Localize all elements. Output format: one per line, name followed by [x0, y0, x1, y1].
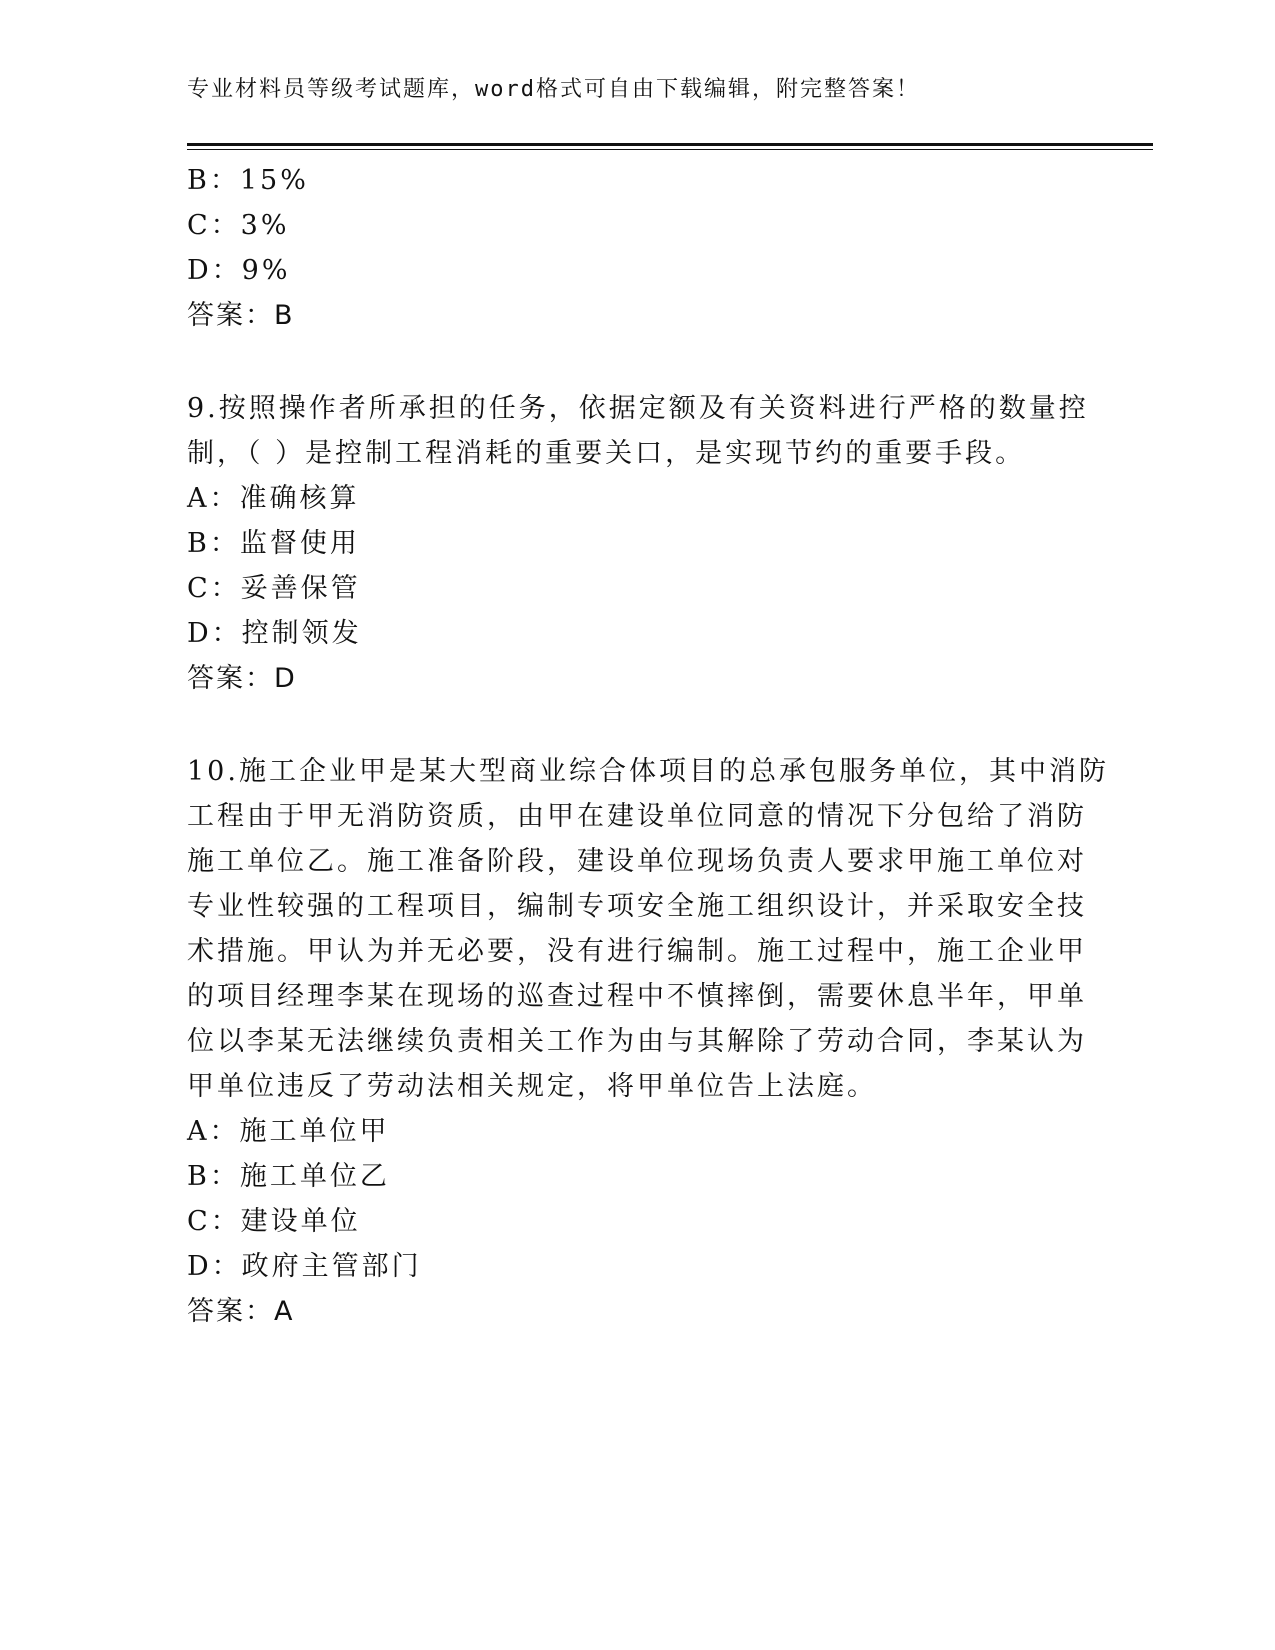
question-stem-line: 9.按照操作者所承担的任务，依据定额及有关资料进行严格的数量控	[187, 393, 1089, 424]
option-c: C：建设单位	[187, 1206, 361, 1237]
option-a: A：施工单位甲	[187, 1116, 390, 1147]
option-c: C：3%	[187, 210, 290, 241]
answer: 答案：A	[187, 1296, 295, 1327]
option-d: D：9%	[187, 255, 291, 286]
question-stem-line: 制，（ ）是控制工程消耗的重要关口，是实现节约的重要手段。	[187, 438, 1026, 469]
question-10	[187, 749, 1109, 1334]
answer: 答案：D	[187, 663, 297, 694]
question-9	[187, 386, 1089, 701]
option-d: D：政府主管部门	[187, 1251, 422, 1282]
prev-question	[187, 158, 1067, 338]
option-c: C：妥善保管	[187, 573, 361, 604]
option-d: D：控制领发	[187, 618, 362, 649]
question-stem-line: 位以李某无法继续负责相关工作为由与其解除了劳动合同，李某认为	[187, 1026, 1087, 1057]
question-stem-line: 工程由于甲无消防资质，由甲在建设单位同意的情况下分包给了消防	[187, 801, 1087, 832]
question-stem-line: 甲单位违反了劳动法相关规定，将甲单位告上法庭。	[187, 1071, 877, 1102]
question-stem-line: 10.施工企业甲是某大型商业综合体项目的总承包服务单位，其中消防	[187, 756, 1109, 787]
option-b: B：施工单位乙	[187, 1161, 390, 1192]
question-stem-line: 专业性较强的工程项目，编制专项安全施工组织设计，并采取安全技	[187, 891, 1087, 922]
header-rule-thin	[187, 149, 1153, 150]
header-rule-thick	[187, 143, 1153, 146]
question-stem-line: 术措施。甲认为并无必要，没有进行编制。施工过程中，施工企业甲	[187, 936, 1087, 967]
answer: 答案：B	[187, 300, 295, 331]
question-stem-line: 施工单位乙。施工准备阶段，建设单位现场负责人要求甲施工单位对	[187, 846, 1087, 877]
option-b: B：监督使用	[187, 528, 360, 559]
option-b: B：15%	[187, 165, 309, 196]
page-header: 专业材料员等级考试题库，word格式可自由下载编辑，附完整答案！	[187, 77, 920, 102]
question-stem-line: 的项目经理李某在现场的巡查过程中不慎摔倒，需要休息半年，甲单	[187, 981, 1087, 1012]
document-body	[187, 158, 1109, 1334]
option-a: A：准确核算	[187, 483, 360, 514]
